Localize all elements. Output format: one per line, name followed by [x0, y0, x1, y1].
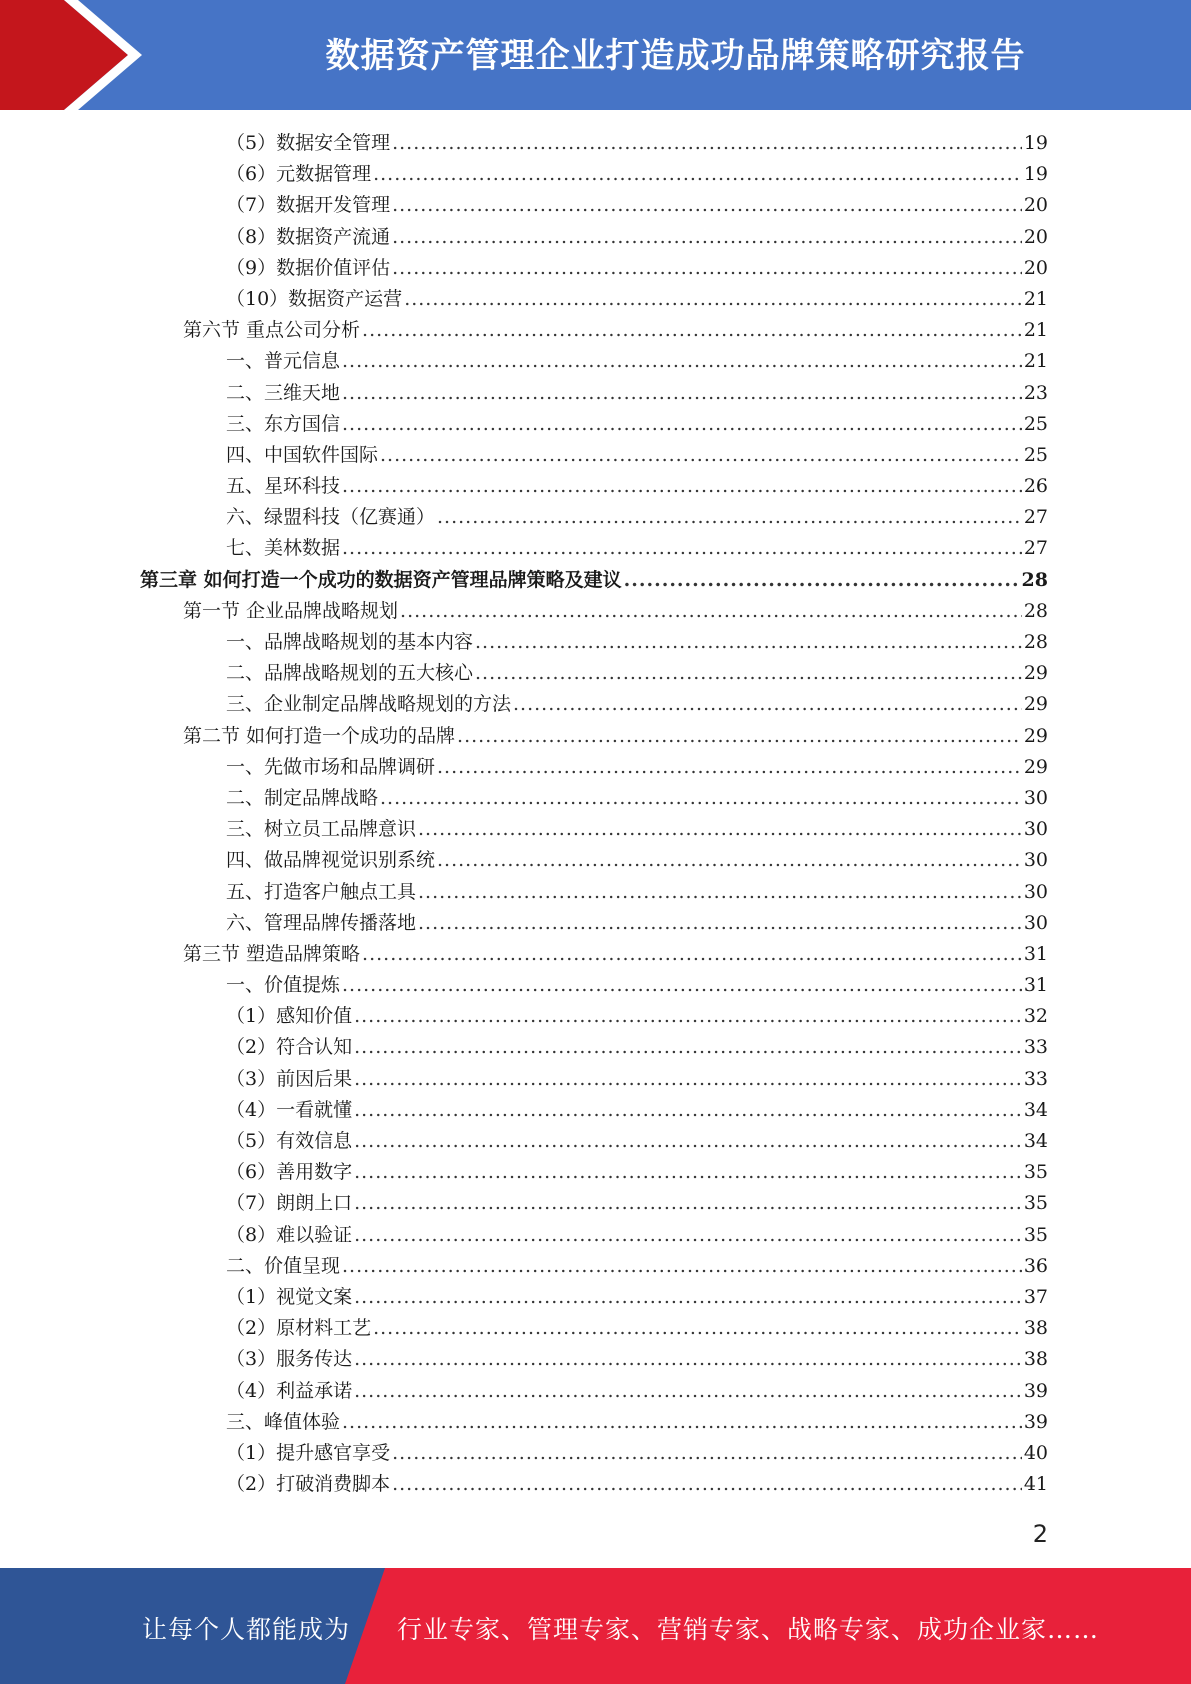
toc-entry[interactable] — [140, 1220, 1048, 1251]
toc-entry-page: 29 — [1023, 755, 1048, 778]
toc-entry[interactable] — [140, 1001, 1048, 1032]
toc-entry-label: （6）善用数字 — [226, 1161, 353, 1184]
toc-entry-page: 38 — [1023, 1317, 1048, 1340]
toc-entry-label: （2）原材料工艺 — [226, 1317, 372, 1340]
dot-leader — [418, 814, 1022, 845]
dot-leader — [354, 1282, 1022, 1313]
toc-entry-label: 五、星环科技 — [226, 475, 341, 498]
footer-slogan-left: 让每个人都能成为 — [142, 1615, 351, 1644]
toc-entry-page: 30 — [1023, 911, 1048, 934]
toc-entry-label: （4）一看就懂 — [226, 1098, 353, 1121]
toc-entry[interactable] — [140, 877, 1048, 908]
dot-leader — [342, 346, 1022, 377]
dot-leader — [392, 253, 1022, 284]
toc-entry-label: 二、制定品牌战略 — [226, 786, 379, 809]
dot-leader — [392, 1469, 1022, 1500]
dot-leader — [392, 1438, 1022, 1469]
toc-entry[interactable] — [140, 1064, 1048, 1095]
toc-entry-label: 第一节 企业品牌战略规划 — [183, 599, 399, 622]
toc-entry[interactable] — [140, 502, 1048, 533]
toc-entry-label: 五、打造客户触点工具 — [226, 880, 417, 903]
dot-leader — [362, 939, 1022, 970]
toc-entry[interactable] — [140, 627, 1048, 658]
toc-entry-page: 39 — [1023, 1410, 1048, 1433]
toc-entry[interactable] — [140, 284, 1048, 315]
toc-entry-page: 35 — [1023, 1223, 1048, 1246]
toc-entry-page: 25 — [1023, 443, 1048, 466]
toc-entry-page: 39 — [1023, 1379, 1048, 1402]
toc-entry-page: 29 — [1023, 724, 1048, 747]
toc-entry[interactable] — [140, 689, 1048, 720]
toc-entry-label: （3）服务传达 — [226, 1348, 353, 1371]
dot-leader — [475, 658, 1022, 689]
toc-entry[interactable] — [140, 1032, 1048, 1063]
toc-entry[interactable] — [140, 565, 1048, 596]
toc-entry[interactable] — [140, 1251, 1048, 1282]
toc-entry-page: 30 — [1023, 818, 1048, 841]
toc-entry[interactable] — [140, 1376, 1048, 1407]
toc-entry-label: 三、东方国信 — [226, 412, 341, 435]
toc-entry-label: 第六节 重点公司分析 — [183, 319, 361, 342]
table-of-contents — [140, 128, 1048, 1500]
dot-leader — [392, 190, 1022, 221]
toc-entry[interactable] — [140, 1095, 1048, 1126]
toc-entry-page: 21 — [1023, 287, 1048, 310]
dot-leader — [354, 1376, 1022, 1407]
toc-entry-label: 一、品牌战略规划的基本内容 — [226, 631, 474, 653]
toc-entry[interactable] — [140, 845, 1048, 876]
toc-entry-label: 第三章 如何打造一个成功的数据资产管理品牌策略及建议 — [140, 568, 622, 591]
toc-entry-page: 27 — [1023, 506, 1048, 529]
toc-entry[interactable] — [140, 1282, 1048, 1313]
toc-entry-page: 38 — [1023, 1348, 1048, 1371]
toc-entry[interactable] — [140, 253, 1048, 284]
toc-entry-page: 21 — [1023, 350, 1048, 373]
toc-entry[interactable] — [140, 315, 1048, 346]
toc-entry[interactable] — [140, 533, 1048, 564]
toc-entry-page: 36 — [1023, 1254, 1048, 1277]
toc-entry-page: 28 — [1023, 599, 1048, 622]
toc-entry-label: （1）感知价值 — [226, 1005, 353, 1028]
toc-entry[interactable] — [140, 783, 1048, 814]
footer-band — [0, 1568, 1191, 1684]
toc-entry[interactable] — [140, 222, 1048, 253]
toc-entry[interactable] — [140, 752, 1048, 783]
toc-entry-label: 一、价值提炼 — [226, 974, 341, 997]
dot-leader — [342, 471, 1022, 502]
toc-entry[interactable] — [140, 378, 1048, 409]
dot-leader — [354, 1032, 1022, 1063]
toc-entry[interactable] — [140, 1407, 1048, 1438]
toc-entry-page: 30 — [1023, 880, 1048, 903]
toc-entry[interactable] — [140, 128, 1048, 159]
toc-entry-label: （7）朗朗上口 — [226, 1192, 353, 1215]
dot-leader — [342, 409, 1022, 440]
toc-entry-label: （2）打破消费脚本 — [226, 1473, 391, 1496]
toc-entry[interactable] — [140, 190, 1048, 221]
toc-entry[interactable] — [140, 1344, 1048, 1375]
toc-entry-label: （2）符合认知 — [226, 1036, 353, 1059]
toc-entry-label: 三、峰值体验 — [226, 1410, 341, 1433]
toc-entry-page: 19 — [1023, 163, 1048, 186]
toc-entry-label: 六、绿盟科技（亿赛通） — [226, 506, 436, 529]
toc-entry-page: 19 — [1023, 132, 1048, 154]
dot-leader — [354, 1064, 1022, 1095]
dot-leader — [354, 1344, 1022, 1375]
toc-entry-page: 40 — [1023, 1441, 1048, 1464]
toc-entry-page: 20 — [1023, 225, 1048, 248]
toc-entry-label: 三、企业制定品牌战略规划的方法 — [226, 693, 512, 716]
dot-leader — [354, 1001, 1022, 1032]
toc-entry-page: 29 — [1023, 662, 1048, 685]
toc-entry[interactable] — [140, 1126, 1048, 1157]
toc-entry-label: （7）数据开发管理 — [226, 194, 391, 217]
toc-entry[interactable] — [140, 721, 1048, 752]
dot-leader — [354, 1220, 1022, 1251]
dot-leader — [380, 440, 1022, 471]
toc-entry[interactable] — [140, 1313, 1048, 1344]
toc-entry-page: 28 — [1021, 568, 1048, 591]
toc-entry-label: 二、价值呈现 — [226, 1254, 341, 1277]
toc-entry-label: （3）前因后果 — [226, 1067, 353, 1090]
toc-entry-page: 32 — [1023, 1005, 1048, 1028]
dot-leader — [373, 159, 1022, 190]
toc-entry-page: 35 — [1023, 1192, 1048, 1215]
toc-entry-label: 一、普元信息 — [226, 350, 341, 373]
toc-entry-label: 第三节 塑造品牌策略 — [183, 942, 361, 965]
dot-leader — [342, 533, 1022, 564]
toc-entry-page: 29 — [1023, 693, 1048, 716]
dot-leader — [342, 1407, 1022, 1438]
toc-entry[interactable] — [140, 471, 1048, 502]
dot-leader — [354, 1157, 1022, 1188]
toc-entry-label: （5）数据安全管理 — [226, 132, 391, 154]
dot-leader — [418, 877, 1022, 908]
toc-entry-label: 四、做品牌视觉识别系统 — [226, 849, 436, 872]
report-title: 数据资产管理企业打造成功品牌策略研究报告 — [325, 36, 1026, 76]
dot-leader — [437, 752, 1022, 783]
toc-entry-page: 34 — [1023, 1130, 1048, 1152]
toc-entry-page: 33 — [1023, 1067, 1048, 1090]
toc-entry-page: 31 — [1023, 974, 1048, 997]
toc-entry-label: （5）有效信息 — [226, 1130, 353, 1152]
dot-leader — [342, 378, 1022, 409]
toc-entry-page: 30 — [1023, 849, 1048, 872]
toc-entry[interactable] — [140, 346, 1048, 377]
dot-leader — [354, 1126, 1022, 1157]
footer-slogan-right: 行业专家、管理专家、营销专家、战略专家、成功企业家…… — [397, 1615, 1100, 1644]
toc-entry[interactable] — [140, 658, 1048, 689]
toc-entry[interactable] — [140, 1469, 1048, 1500]
toc-entry-page: 33 — [1023, 1036, 1048, 1059]
toc-entry[interactable] — [140, 814, 1048, 845]
toc-entry[interactable] — [140, 970, 1048, 1001]
toc-entry[interactable] — [140, 1188, 1048, 1219]
toc-entry[interactable] — [140, 1157, 1048, 1188]
page-number: 2 — [1032, 1520, 1048, 1548]
dot-leader — [392, 222, 1022, 253]
toc-entry-page: 30 — [1023, 786, 1048, 809]
toc-entry-label: 四、中国软件国际 — [226, 443, 379, 466]
toc-entry-page: 21 — [1023, 319, 1048, 342]
toc-entry-label: （4）利益承诺 — [226, 1379, 353, 1402]
toc-entry-label: （8）数据资产流通 — [226, 225, 391, 248]
toc-entry-page: 26 — [1023, 475, 1048, 498]
dot-leader — [373, 1313, 1022, 1344]
toc-entry-page: 35 — [1023, 1161, 1048, 1184]
toc-entry-page: 20 — [1023, 194, 1048, 217]
dot-leader — [354, 1188, 1022, 1219]
toc-entry-page: 28 — [1023, 631, 1048, 653]
dot-leader — [342, 970, 1022, 1001]
dot-leader — [418, 908, 1022, 939]
dot-leader — [513, 689, 1022, 720]
red-chevron-icon — [0, 0, 160, 110]
toc-entry[interactable] — [140, 159, 1048, 190]
toc-entry-label: （8）难以验证 — [226, 1223, 353, 1246]
dot-leader — [400, 596, 1022, 627]
toc-entry-label: 第二节 如何打造一个成功的品牌 — [183, 724, 456, 747]
dot-leader — [342, 1251, 1022, 1282]
toc-entry-label: 七、美林数据 — [226, 537, 341, 560]
toc-entry-label: 二、三维天地 — [226, 381, 341, 404]
toc-entry-label: 一、先做市场和品牌调研 — [226, 755, 436, 778]
toc-entry-label: （1）提升感官享受 — [226, 1441, 391, 1464]
dot-leader — [475, 627, 1022, 658]
header-band — [0, 0, 1191, 110]
toc-entry-page: 41 — [1023, 1473, 1048, 1496]
toc-entry-label: （1）视觉文案 — [226, 1285, 353, 1308]
toc-entry[interactable] — [140, 908, 1048, 939]
toc-entry[interactable] — [140, 939, 1048, 970]
dot-leader — [437, 845, 1022, 876]
toc-entry-label: 三、树立员工品牌意识 — [226, 818, 417, 841]
toc-entry-page: 34 — [1023, 1098, 1048, 1121]
dot-leader — [354, 1095, 1022, 1126]
dot-leader — [404, 284, 1022, 315]
toc-entry-page: 31 — [1023, 942, 1048, 965]
toc-entry-page: 25 — [1023, 412, 1048, 435]
toc-entry-label: 二、品牌战略规划的五大核心 — [226, 662, 474, 685]
dot-leader — [624, 565, 1020, 596]
dot-leader — [362, 315, 1022, 346]
toc-entry-page: 37 — [1023, 1285, 1048, 1308]
dot-leader — [392, 128, 1022, 159]
toc-entry-page: 23 — [1023, 381, 1048, 404]
toc-entry-label: （6）元数据管理 — [226, 163, 372, 186]
toc-entry[interactable] — [140, 596, 1048, 627]
toc-entry[interactable] — [140, 409, 1048, 440]
toc-entry-label: （10）数据资产运营 — [226, 287, 403, 310]
toc-entry-page: 27 — [1023, 537, 1048, 560]
toc-entry[interactable] — [140, 1438, 1048, 1469]
toc-entry-label: （9）数据价值评估 — [226, 256, 391, 279]
toc-entry[interactable] — [140, 440, 1048, 471]
toc-entry-page: 20 — [1023, 256, 1048, 279]
dot-leader — [437, 502, 1022, 533]
toc-entry-label: 六、管理品牌传播落地 — [226, 911, 417, 934]
dot-leader — [380, 783, 1022, 814]
dot-leader — [457, 721, 1022, 752]
